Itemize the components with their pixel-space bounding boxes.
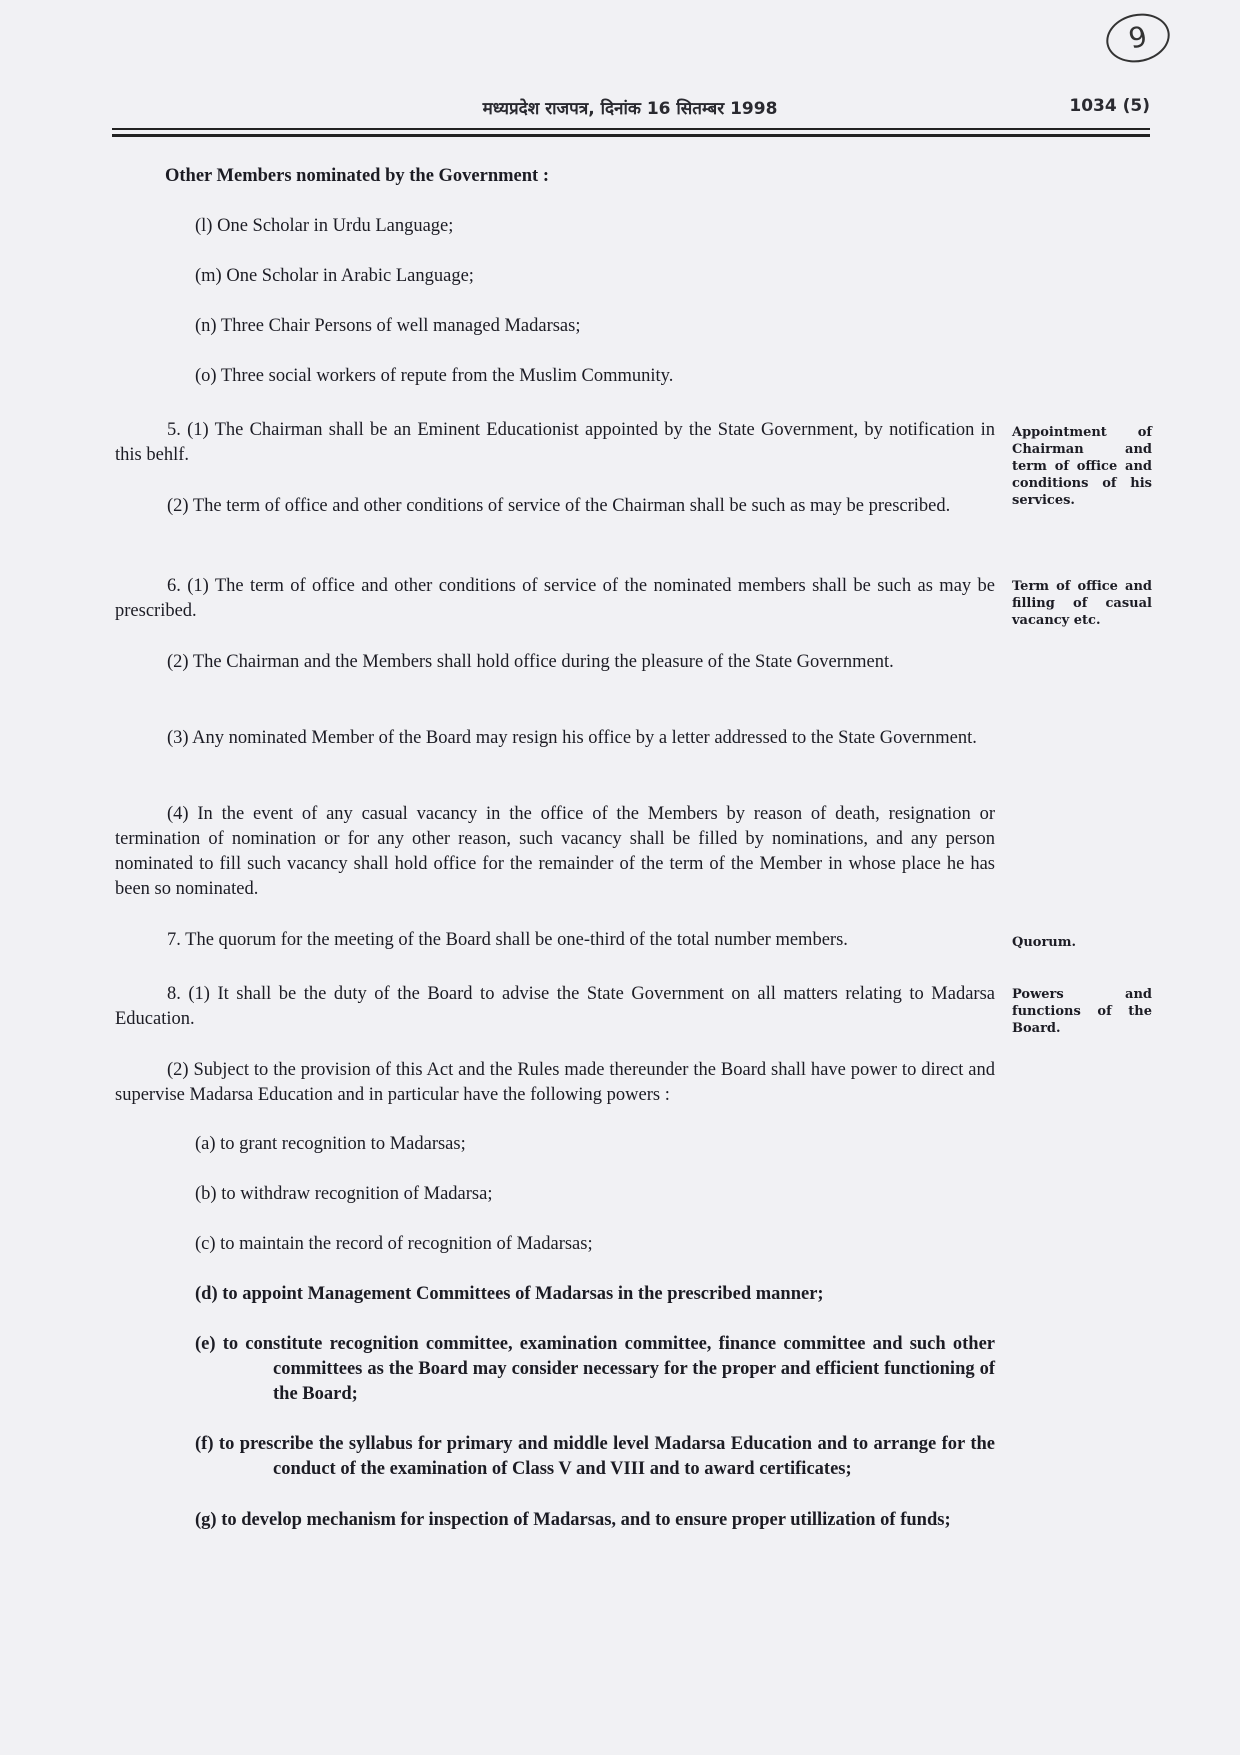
margin-note-appointment: Appointment of Chairman and term of office and conditions of his services. (1012, 425, 1152, 508)
power-item-d: (d) to appoint Management Committees of Madarsas in the prescribed manner; (195, 1284, 824, 1304)
other-members-heading: Other Members nominated by the Government : (165, 166, 549, 186)
member-item-m: (m) One Scholar in Arabic Language; (195, 266, 474, 286)
member-item-o: (o) Three social workers of repute from the Muslim Community. (195, 366, 674, 386)
member-item-l: (l) One Scholar in Urdu Language; (195, 216, 454, 236)
section-5-clause-2: (2) The term of office and other conditions of service of the Chairman shall be such as may be prescribed. (167, 496, 951, 516)
power-item-g: (g) to develop mechanism for inspection of Madarsas, and to ensure proper utillization of funds; (195, 1510, 951, 1530)
section-7-quorum: 7. The quorum for the meeting of the Board shall be one-third of the total number members. (167, 930, 848, 950)
power-item-f: (f) to prescribe the syllabus for primary and middle level Madarsa Education and to arrange for the conduct of the examination of Class V and VIII and to award certificates; (195, 1434, 995, 1479)
margin-note-powers: Powers and functions of the Board. (1012, 987, 1152, 1036)
gazette-header-title: मध्यप्रदेश राजपत्र, दिनांक 16 सितम्बर 1998 (482, 99, 778, 119)
header-rule-thin (112, 128, 1150, 130)
header-rule-thick (112, 134, 1150, 137)
section-5-clause-1: 5. (1) The Chairman shall be an Eminent Educationist appointed by the State Government, by notification in this behlf. (115, 420, 995, 465)
section-6-clause-1: 6. (1) The term of office and other conditions of service of the nominated members shall be such as may be prescribed. (115, 576, 995, 621)
power-item-e: (e) to constitute recognition committee, examination committee, finance committee and such other committees as the Board may consider necessary for the proper and efficient functioning of the Board; (195, 1334, 995, 1404)
power-item-a: (a) to grant recognition to Madarsas; (195, 1134, 466, 1154)
section-8-clause-1: 8. (1) It shall be the duty of the Board to advise the State Government on all matters relating to Madarsa Education. (115, 984, 995, 1029)
margin-note-term-of-office: Term of office and filling of casual vacancy etc. (1012, 579, 1152, 628)
power-item-c: (c) to maintain the record of recognition of Madarsas; (195, 1234, 593, 1254)
power-item-b: (b) to withdraw recognition of Madarsa; (195, 1184, 493, 1204)
margin-note-quorum: Quorum. (1012, 935, 1077, 950)
gazette-page-number: 1034 (5) (1069, 96, 1150, 116)
section-6-clause-4: (4) In the event of any casual vacancy in the office of the Members by reason of death, resignation or termination of nomination or for any other reason, such vacancy shall be filled by nominations, and any person nominated to fill such vacancy shall hold office for the remainder of the term of the Member in whose place he has been so nominated. (115, 804, 995, 899)
member-item-n: (n) Three Chair Persons of well managed Madarsas; (195, 316, 581, 336)
section-6-clause-2: (2) The Chairman and the Members shall hold office during the pleasure of the State Government. (167, 652, 894, 672)
section-6-clause-3: (3) Any nominated Member of the Board may resign his office by a letter addressed to the State Government. (167, 728, 977, 748)
handwritten-page-number: 9 (1102, 8, 1175, 68)
section-8-clause-2: (2) Subject to the provision of this Act and the Rules made thereunder the Board shall have power to direct and supervise Madarsa Education and in particular have the following powers : (115, 1060, 995, 1105)
